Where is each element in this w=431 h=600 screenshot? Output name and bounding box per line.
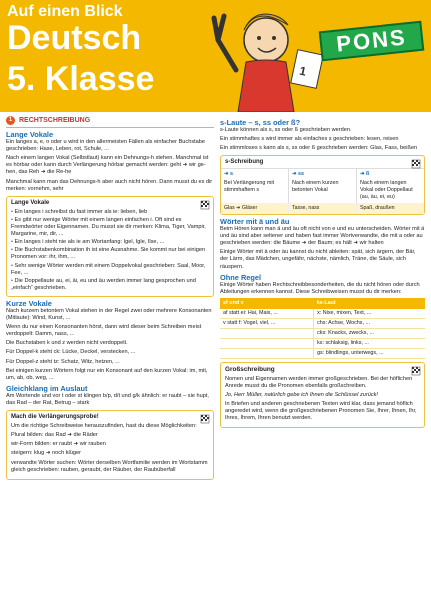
table-cell bbox=[220, 349, 314, 359]
table-cell bbox=[220, 329, 314, 339]
paragraph: Plural bilden: das Rad ➜ die Räder bbox=[11, 432, 98, 439]
paragraph: s-Laute können als s, ss oder ß geschrieben werden. bbox=[220, 127, 352, 134]
table-header: sf und v bbox=[220, 298, 314, 309]
table-cell: cks: Knacks, zwecks, ... bbox=[314, 329, 425, 339]
paragraph: Ein stimmhaftes s wird immer als einfaches s geschrieben: lesen, reisen bbox=[220, 136, 399, 143]
example-cell: Glas ➜ Gläser bbox=[221, 203, 289, 214]
info-box-grossschreibung bbox=[220, 362, 425, 428]
paragraph: steigern: klug ➜ noch klüger bbox=[11, 450, 81, 457]
paragraph: Nach einem langen Vokal (Selbstlaut) kann ein Dehnungs-h stehen. Manchmal ist es hörbar oder kann durch Verlängerung hörbar gemacht werden: geht ➜ wir ge-hen, das Reh ➜ die Re-he bbox=[6, 155, 209, 176]
paragraph: Um die richtige Schreibweise herauszufinden, hast du diese Möglichkeiten: bbox=[11, 423, 197, 430]
section-header bbox=[6, 116, 214, 128]
header-grade: 5. Klasse bbox=[7, 60, 155, 98]
box-title: Lange Vokale bbox=[11, 199, 50, 206]
paragraph: Für Doppel-z steht tz: Schatz, Witz, hetzen, ... bbox=[6, 358, 120, 365]
info-box-s-schreibung bbox=[220, 155, 425, 215]
list-item: • Es gibt nur wenige Wörter mit einem langen einfachen i. Oft sind es Fremdwörter oder Eigennamen. Du musst sie dir merken: Klima, Tiger, Vampir, Margarine, mir, dir, ... bbox=[11, 217, 209, 238]
heading-s-laute: s-Laute – s, ss oder ß? bbox=[220, 118, 301, 127]
paragraph: Am Wortende und vor t oder st klingen b/p, d/t und g/k ähnlich: er raubt – sie hupt, das Rad – der Rat, Betrug – stark bbox=[6, 392, 209, 406]
heading-ohne-regel: Ohne Regel bbox=[220, 272, 262, 282]
table-cell: chs: Achse, Wochs, ... bbox=[314, 319, 425, 329]
table-header: ks-Laut bbox=[314, 298, 425, 309]
column-text: Bei Verlängerung mit stimmhaftem s bbox=[224, 179, 275, 193]
s-schreibung-table bbox=[221, 168, 424, 202]
column-text: Nach einem kurzen betonten Vokal bbox=[292, 179, 339, 193]
table-row bbox=[220, 349, 425, 359]
box-title: Großschreibung bbox=[225, 366, 275, 374]
paragraph: Nomen und Eigennamen werden immer großgeschrieben. Bei der höflichen Anrede musst du die Pronomen ebenfalls großschreiben. bbox=[225, 375, 413, 389]
paragraph: Ein langes a, e, o oder u wird in den allermeisten Fällen als einfacher Buchstabe geschrieben: Hase, Leben, rot, Schule, ... bbox=[6, 139, 206, 153]
paragraph: Einige Wörter haben Rechtschreibbesonderheiten, die du nicht hören oder durch Ableitungen erkennen kannst. Diese Schreibweisen musst du dir merken: bbox=[220, 281, 420, 295]
table-cell: x: Nixe, mixen, Text, ... bbox=[314, 309, 425, 319]
paragraph: Für Doppel-k steht ck: Lücke, Deckel, verstecken, ... bbox=[6, 349, 136, 356]
paragraph: Ein stimmloses s kann als s, ss oder ß geschrieben werden: Glas, Fass, beißen bbox=[220, 145, 418, 152]
example-cell: Spaß, draußen bbox=[357, 203, 424, 214]
paragraph: In Briefen und anderen geschriebenen Texten wird klar, dass jemand höflich angeredet wird, wenn die großgeschriebenen Pronomen Sie, Ihrer, Ihnen, Ihr, Ihres, Ihrem, Ihren benutzt werden. bbox=[225, 400, 417, 421]
table-cell bbox=[289, 169, 357, 202]
header-banner bbox=[0, 0, 431, 112]
box-title: s-Schreibung bbox=[225, 159, 264, 166]
paragraph: verwandte Wörter suchen: Wörter derselben Wortfamilie werden im Wortstamm gleich geschrieben: rauben, geraubt, der Räuber, der Raubüberfall bbox=[11, 459, 208, 473]
table-row bbox=[220, 309, 425, 319]
heading-lange-vokale: Lange Vokale bbox=[6, 130, 54, 139]
example-row bbox=[221, 203, 424, 214]
right-column bbox=[220, 116, 425, 431]
header-title: Deutsch bbox=[7, 19, 142, 57]
pons-logo: PONS bbox=[319, 21, 425, 62]
checkered-flag-icon bbox=[411, 366, 421, 376]
table-cell bbox=[221, 169, 289, 202]
paragraph: Einige Wörter mit ä oder äu kannst du nicht ableiten: spät, sich ärgern, der Bär, der Lärm, das Mädchen, ungefähr, nächste, nämlich, Träne, die Säule, sich räuspern. bbox=[220, 249, 416, 270]
paragraph: wir-Form bilden: er raubt ➜ wir rauben bbox=[11, 441, 106, 448]
list-item: • Sehr wenige Wörter werden mit einem Doppelvokal geschrieben: Saal, Moor, Fee, ... bbox=[11, 263, 209, 277]
header-subtitle: Auf einen Blick bbox=[7, 3, 123, 20]
section-number: 1 bbox=[6, 116, 15, 125]
heading-ae-aeu: Wörter mit ä und äu bbox=[220, 216, 290, 226]
checkered-flag-icon bbox=[200, 414, 210, 424]
table-cell: af statt ei: Hai, Mais, ... bbox=[220, 309, 314, 319]
paragraph: Wenn du nur einen Konsonanten hörst, dann wird dieser beim Schreiben meist verdoppelt: Damm, nass, ... bbox=[6, 324, 202, 338]
svg-text:1: 1 bbox=[298, 63, 308, 79]
table-cell: gs: blindlings, unterwegs, ... bbox=[314, 349, 425, 359]
list-item: • Ein langes i schreibst du fast immer als ie: lieben, lieb bbox=[11, 209, 209, 216]
box-title: Mach die Verlängerungsprobe! bbox=[11, 414, 99, 421]
left-column bbox=[6, 116, 214, 483]
table-row bbox=[220, 339, 425, 349]
paragraph: Nach kurzem betontem Vokal stehen in der Regel zwei oder mehrere Konsonanten (Mitlaute): Wind, Kunst, ... bbox=[6, 307, 212, 322]
heading-kurze-vokale: Kurze Vokale bbox=[6, 298, 52, 308]
ohne-regel-table bbox=[220, 298, 425, 360]
table-cell bbox=[357, 169, 424, 202]
list-item: • Die Doppellaute au, ei, äi, eu und äu werden immer lang gesprochen und „einfach“ geschrieben. bbox=[11, 278, 209, 292]
list-item: • Ein langes i steht nie als ie am Wortanfang: Igel, Igle, Ilse, ... bbox=[11, 239, 209, 246]
column-head: ➜ ss bbox=[292, 171, 305, 178]
checkered-flag-icon bbox=[200, 200, 210, 210]
table-row bbox=[220, 319, 425, 329]
example-cell: Tasse, nass bbox=[289, 203, 357, 214]
column-head: ➜ ß bbox=[360, 171, 370, 178]
info-box-lange-vokale bbox=[6, 196, 214, 297]
column-head: ➜ s bbox=[224, 171, 234, 178]
paragraph: Beim Hören kann man ä und äu oft nicht von e und eu unterscheiden. Wörter mit ä und äu sind aber seltener und haben fast immer Wortverwandte, die mit a oder au geschrieben werden: die Bäume ➜ der Baum; es hält ➜ wir halten bbox=[220, 226, 425, 247]
paragraph: Die Buchstaben k und z werden nicht verdoppelt. bbox=[6, 340, 128, 347]
table-cell: ks: schlaksig, links, ... bbox=[314, 339, 425, 349]
section-title: RECHTSCHREIBUNG bbox=[19, 116, 91, 124]
mascot-illustration bbox=[196, 0, 336, 112]
paragraph: Manchmal kann man das Dehnungs-h aber auch nicht hören. Dann musst du es dir merken: vornehm, sehr bbox=[6, 178, 213, 192]
paragraph: Bei einigen kurzen Wörtern folgt nur ein Konsonant auf den kurzen Vokal: im, mit, um, ab, ob, weg, ... bbox=[6, 367, 208, 381]
checkered-flag-icon bbox=[411, 159, 421, 169]
table-cell: v statt f: Vogel, viel, ... bbox=[220, 319, 314, 329]
info-box-verlaengerung bbox=[6, 410, 214, 480]
paragraph: Jo, Herr Müller, natürlich gebe ich Ihnen die Schlüssel zurück! bbox=[225, 391, 378, 398]
list-item: • Die Buchstabenkombination ih ist eine Ausnahme. Sie kommt nur bei einigen Pronomen vor: ihr, ihm, ... bbox=[11, 247, 209, 261]
column-text: Nach einem langen Vokal oder Doppellaut (au, äu, ei, eu) bbox=[360, 179, 413, 200]
table-row bbox=[220, 329, 425, 339]
heading-gleichklang: Gleichklang im Auslaut bbox=[6, 383, 88, 393]
table-cell bbox=[220, 339, 314, 349]
